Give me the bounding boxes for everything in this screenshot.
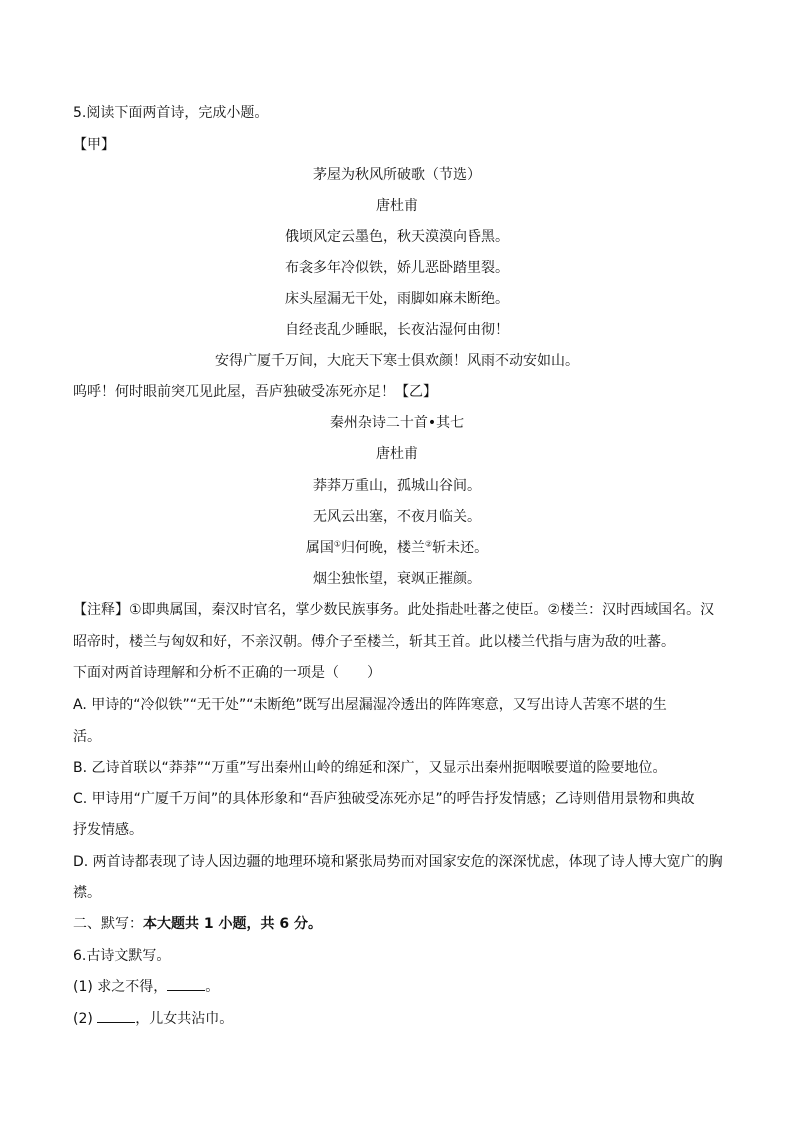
option-b: B. 乙诗首联以“莽莽”“万重”写出秦州山岭的绵延和深广，又显示出秦州扼咽喉要道的险要地位。 <box>73 760 667 776</box>
poem1-line: 床头屋漏无干处，雨脚如麻未断绝。 <box>285 291 509 307</box>
option-d-cont: 襟。 <box>73 885 101 901</box>
item1-end: 。 <box>205 979 220 995</box>
poem1-line: 布衾多年冷似铁，娇儿恶卧踏里裂。 <box>285 260 509 276</box>
poem2-line3-part: 斩未还。 <box>432 540 489 556</box>
section-2-heading <box>73 914 723 934</box>
poem1-author: 唐杜甫 <box>376 198 418 214</box>
footnote-marker-2: ② <box>425 539 433 549</box>
poem2-line3-part: 归何晚，楼兰 <box>341 540 425 556</box>
section-2-info: 本大题共 1 小题，共 6 分。 <box>143 916 322 932</box>
footnote-marker-1: ① <box>333 539 341 549</box>
section-2-prefix: 二、默写： <box>73 916 143 932</box>
question-6-stem: 6.古诗文默写。 <box>73 948 171 964</box>
poem1-line: 安得广厦千万间，大庇天下寒士俱欢颜！风雨不动安如山。 <box>215 353 579 369</box>
poem1-line: 自经丧乱少睡眠，长夜沾湿何由彻！ <box>285 322 509 338</box>
poem2-line3-part: 属国 <box>305 540 334 556</box>
jia-label: 【甲】 <box>73 137 115 153</box>
annotation-line: 【注释】①即典属国，秦汉时官名，掌少数民族事务。此处指赴吐蕃之使臣。②楼兰：汉时西域国名。汉 <box>73 602 715 618</box>
poem1-title: 茅屋为秋风所破歌（节选） <box>313 167 481 183</box>
question-6-item-1 <box>73 977 723 997</box>
poem1-last-line: 呜呼！何时眼前突兀见此屋，吾庐独破受冻死亦足！【乙】 <box>73 384 437 400</box>
item1-text: (1) 求之不得， <box>73 979 168 995</box>
poem2-line-3 <box>0 538 794 558</box>
poem1-line: 俄顷风定云墨色，秋天漠漠向昏黑。 <box>285 229 509 245</box>
option-c-cont: 抒发情感。 <box>73 822 143 838</box>
fill-blank-1[interactable] <box>167 978 205 991</box>
option-c: C. 甲诗用“广厦千万间”的具体形象和“吾庐独破受冻死亦足”的呼告抒发情感；乙诗则借用景物和典故 <box>73 791 695 807</box>
annotation-line: 昭帝时，楼兰与匈奴和好，不亲汉朝。傅介子至楼兰，斩其王首。此以楼兰代指与唐为敌的吐蕃。 <box>73 634 675 650</box>
option-d: D. 两首诗都表现了诗人因边疆的地理环境和紧张局势而对国家安危的深深忧虑，体现了诗人博大宽广的胸 <box>73 854 723 870</box>
poem2-line: 烟尘独怅望，衰飒正摧颜。 <box>313 571 481 587</box>
item2-end: ，儿女共沾巾。 <box>135 1011 234 1027</box>
question-6-item-2 <box>73 1009 723 1029</box>
poem2-author: 唐杜甫 <box>376 446 418 462</box>
poem2-line: 无风云出塞，不夜月临关。 <box>313 509 481 525</box>
option-a-cont: 活。 <box>73 729 101 745</box>
option-a: A. 甲诗的“冷似铁”“无干处”“未断绝”既写出屋漏湿冷透出的阵阵寒意，又写出诗人苦寒不堪的生 <box>73 697 667 713</box>
poem2-title: 秦州杂诗二十首•其七 <box>329 415 465 431</box>
poem2-line: 莽莽万重山，孤城山谷间。 <box>313 478 481 494</box>
question-5-stem: 5.阅读下面两首诗，完成小题。 <box>73 105 269 121</box>
fill-blank-2[interactable] <box>97 1010 135 1023</box>
item2-text: (2) <box>73 1011 98 1027</box>
question-prompt: 下面对两首诗理解和分析不正确的一项是（ ） <box>73 665 381 681</box>
